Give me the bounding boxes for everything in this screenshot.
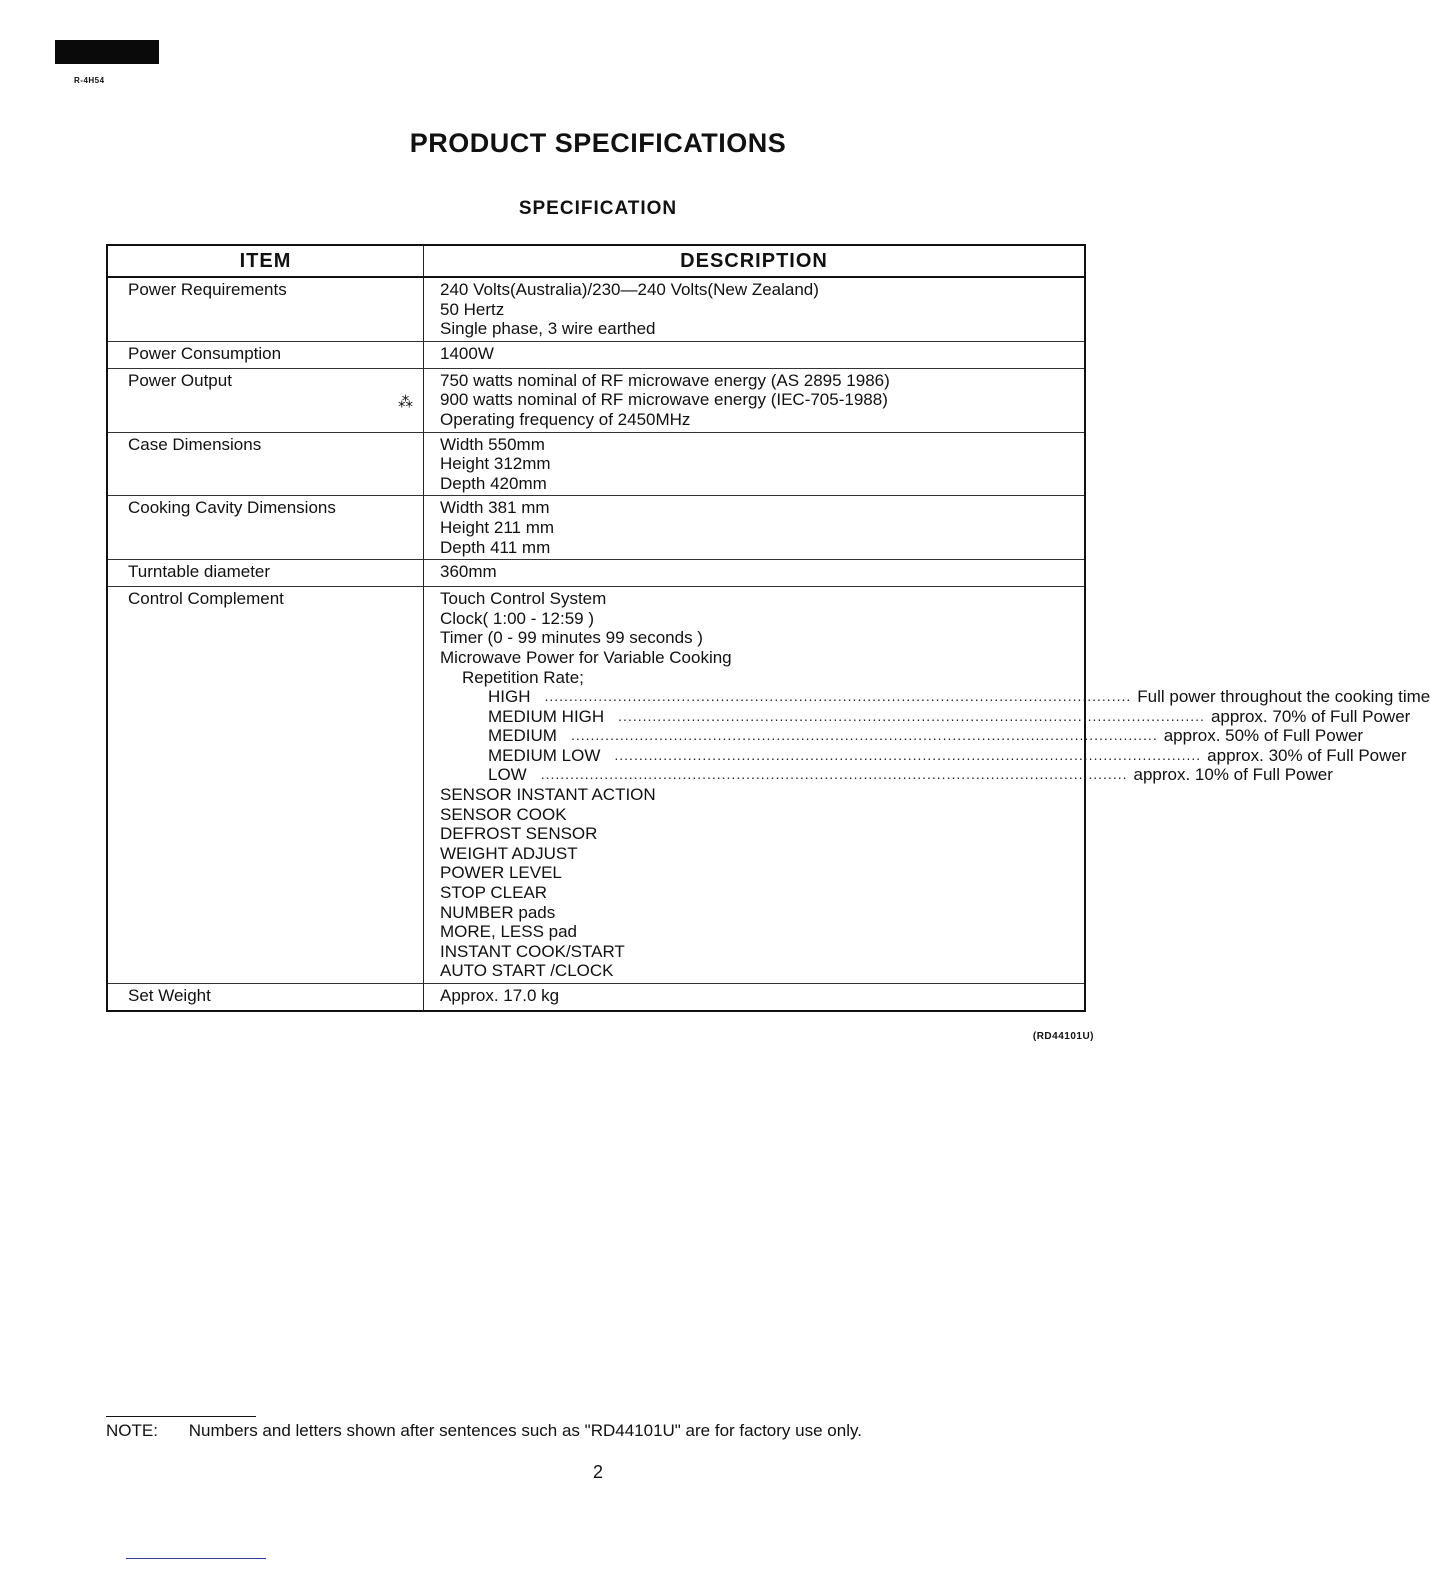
footnote <box>106 1421 862 1441</box>
item-label: Power Output <box>128 370 232 390</box>
power-level-name: HIGH <box>488 687 531 707</box>
desc-line: 50 Hertz <box>440 299 505 319</box>
power-level-row <box>440 706 1411 727</box>
note-label: NOTE: <box>106 1421 158 1440</box>
item-cell: Cooking Cavity Dimensions <box>107 496 424 560</box>
item-cell <box>107 368 424 432</box>
power-level-desc: approx. 10% of Full Power <box>1133 765 1333 785</box>
feature-line: DEFROST SENSOR <box>440 824 598 844</box>
feature-line: WEIGHT ADJUST <box>440 843 578 863</box>
description-cell <box>424 368 1086 432</box>
feature-line: SENSOR INSTANT ACTION <box>440 785 656 805</box>
item-cell: Set Weight <box>107 984 424 1012</box>
feature-line: NUMBER pads <box>440 902 556 922</box>
desc-line: Depth 411 mm <box>440 537 551 557</box>
description-cell <box>424 984 1086 1012</box>
note-divider <box>106 1416 256 1417</box>
table-row <box>107 560 1085 587</box>
desc-line: Microwave Power for Variable Cooking <box>440 647 732 667</box>
table-row <box>107 277 1085 341</box>
power-level-row <box>440 765 1333 785</box>
feature-line: AUTO START /CLOCK <box>440 961 614 981</box>
desc-line: 240 Volts(Australia)/230—240 Volts(New Zealand) <box>440 280 819 299</box>
scan-mark-icon: ⁂ <box>398 393 413 411</box>
desc-line: Single phase, 3 wire earthed <box>440 319 656 339</box>
desc-line: 900 watts nominal of RF microwave energy (IEC-705-1988) <box>440 390 888 410</box>
power-level-name: MEDIUM HIGH <box>488 706 605 726</box>
table-row <box>107 496 1085 560</box>
table-row <box>107 341 1085 368</box>
power-level-row <box>440 745 1407 766</box>
desc-line: Timer (0 - 99 minutes 99 seconds ) <box>440 628 703 648</box>
desc-line: Approx. 17.0 kg <box>440 986 560 1005</box>
description-cell <box>424 341 1086 368</box>
description-cell <box>424 277 1086 341</box>
dot-leader: ........................................................................................................................ <box>544 688 1132 705</box>
desc-line: Touch Control System <box>440 589 607 609</box>
feature-line: STOP CLEAR <box>440 883 548 903</box>
dot-leader: ........................................................................................................................ <box>570 727 1158 744</box>
description-cell <box>424 587 1430 984</box>
description-column-header: DESCRIPTION <box>424 245 1086 277</box>
power-level-name: MEDIUM LOW <box>488 745 601 765</box>
table-header-row <box>107 245 1085 277</box>
item-cell: Turntable diameter <box>107 560 424 587</box>
reference-code: (RD44101U) <box>1032 1031 1094 1042</box>
dot-leader: ........................................................................................................................ <box>540 766 1128 783</box>
description-cell <box>424 560 1086 587</box>
feature-line: INSTANT COOK/START <box>440 941 625 961</box>
feature-line: SENSOR COOK <box>440 804 567 824</box>
desc-line: Depth 420mm <box>440 473 547 493</box>
desc-line: Width 550mm <box>440 434 545 454</box>
repetition-rate-label: Repetition Rate; <box>462 667 584 687</box>
note-text: Numbers and letters shown after sentences such as "RD44101U" are for factory use only. <box>188 1421 862 1440</box>
dot-leader: ........................................................................................................................ <box>618 707 1205 724</box>
dot-leader: ........................................................................................................................ <box>614 746 1202 763</box>
desc-line: Width 381 mm <box>440 498 550 518</box>
power-level-desc: Full power throughout the cooking time <box>1137 687 1430 707</box>
desc-line: Operating frequency of 2450MHz <box>440 409 691 429</box>
power-level-name: LOW <box>488 765 527 785</box>
table-row <box>107 587 1085 984</box>
item-cell: Control Complement <box>107 587 424 984</box>
desc-line: Height 211 mm <box>440 517 555 537</box>
description-cell <box>424 432 1086 496</box>
desc-line: 360mm <box>440 562 497 582</box>
desc-line: 750 watts nominal of RF microwave energy (AS 2895 1986) <box>440 370 890 390</box>
feature-line: POWER LEVEL <box>440 863 562 883</box>
power-level-row <box>440 726 1364 746</box>
table-row <box>107 984 1085 1012</box>
item-cell: Power Requirements <box>107 277 424 341</box>
section-subtitle: SPECIFICATION <box>518 198 678 219</box>
page-title: PRODUCT SPECIFICATIONS <box>409 128 787 158</box>
power-level-desc: approx. 70% of Full Power <box>1210 706 1411 726</box>
item-column-header: ITEM <box>107 245 424 277</box>
power-level-desc: approx. 50% of Full Power <box>1163 726 1364 746</box>
item-cell: Power Consumption <box>107 341 424 368</box>
desc-line: 1400W <box>440 343 494 363</box>
power-level-name: MEDIUM <box>488 726 557 746</box>
model-number: R-4H54 <box>74 76 105 85</box>
desc-line: Clock( 1:00 - 12:59 ) <box>440 608 595 628</box>
specification-table <box>106 244 1430 1012</box>
table-row <box>107 432 1085 496</box>
table-row <box>107 368 1085 432</box>
desc-line: Height 312mm <box>440 454 551 474</box>
item-cell: Case Dimensions <box>107 432 424 496</box>
power-level-desc: approx. 30% of Full Power <box>1207 745 1407 765</box>
page-number: 2 <box>592 1462 603 1482</box>
power-level-row <box>440 687 1430 707</box>
header-black-tab <box>55 40 159 64</box>
feature-line: MORE, LESS pad <box>440 922 578 942</box>
description-cell <box>424 496 1086 560</box>
bottom-divider <box>126 1558 266 1559</box>
